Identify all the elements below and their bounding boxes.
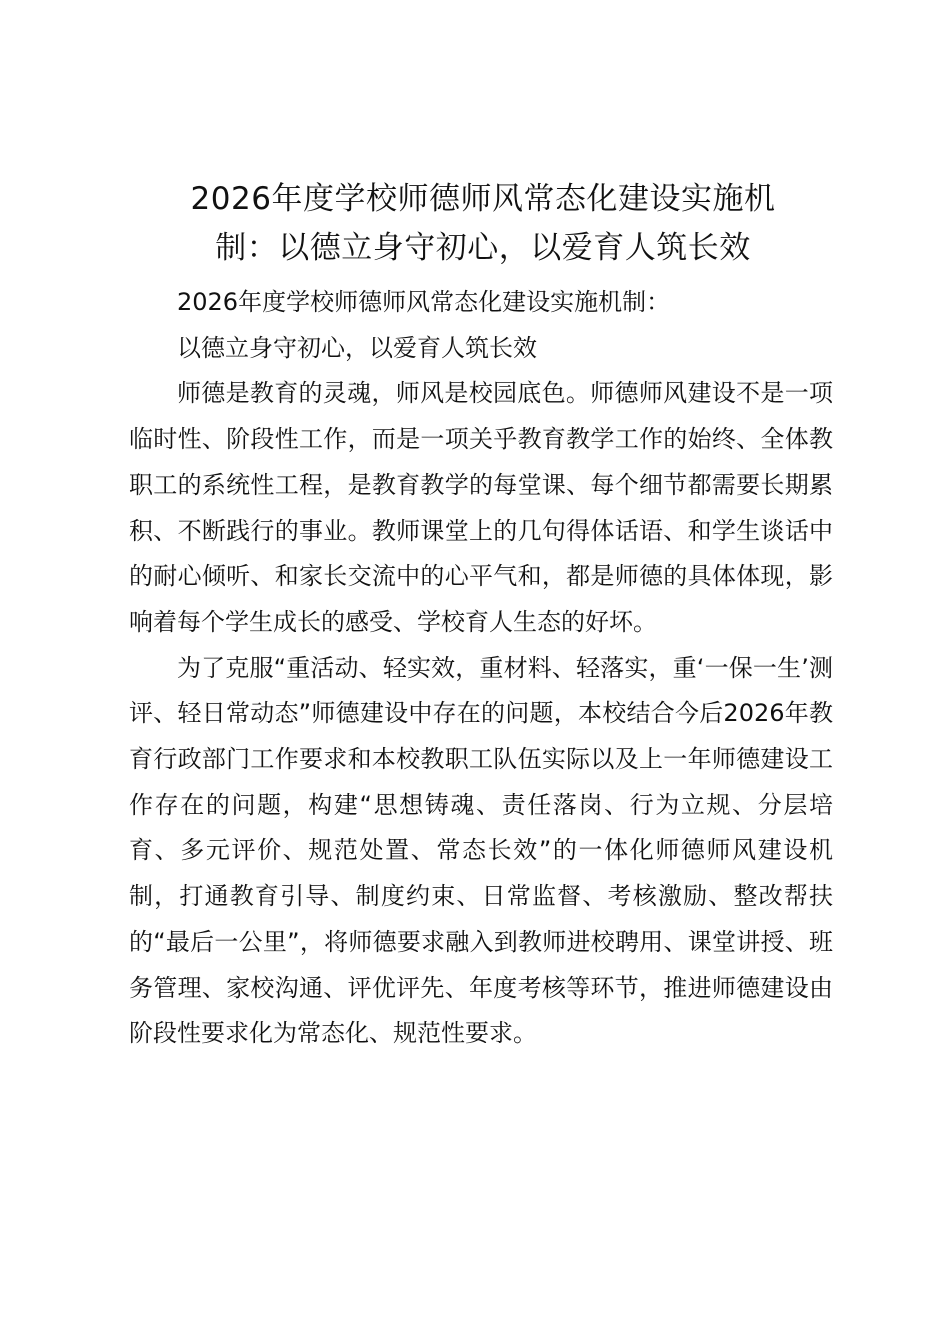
subtitle-line-2: 以德立身守初心，以爱育人筑长效 (177, 333, 537, 362)
body-paragraph-2: 为了克服“重活动、轻实效，重材料、轻落实，重‘一保一生’测评、轻日常动态”师德建设中存在的问题，本校结合今后2026年教育行政部门工作要求和本校教职工队伍实际以及上一年师德建设工作存在的问题，构建“思想铸魂、责任落岗、行为立规、分层培育、多元评价、规范处置、常态长效”的一体化师德师风建设机制，打通教育引导、制度约束、日常监督、考核激励、整改帮扶的“最后一公里”，将师德要求融入到教师进校聘用、课堂讲授、班务管理、家校沟通、评优评先、年度考核等环节，推进师德建设由阶段性要求化为常态化、规范性要求。 (129, 653, 833, 1048)
body-paragraph-1: 师德是教育的灵魂，师风是校园底色。师德师风建设不是一项临时性、阶段性工作，而是一项关乎教育教学工作的始终、全体教职工的系统性工程，是教育教学的每堂课、每个细节都需要长期累积、不断践行的事业。教师课堂上的几句得体话语、和学生谈话中的耐心倾听、和家长交流中的心平气和，都是师德的具体体现，影响着每个学生成长的感受、学校育人生态的好坏。 (129, 379, 833, 636)
subtitle-line-1: 2026年度学校师德师风常态化建设实施机制： (177, 288, 671, 316)
document-title-line-2: 制：以德立身守初心，以爱育人筑长效 (215, 230, 751, 266)
document-title-line-1: 2026年度学校师德师风常态化建设实施机 (190, 181, 776, 217)
document-body (129, 280, 833, 1057)
document-title (150, 175, 816, 273)
